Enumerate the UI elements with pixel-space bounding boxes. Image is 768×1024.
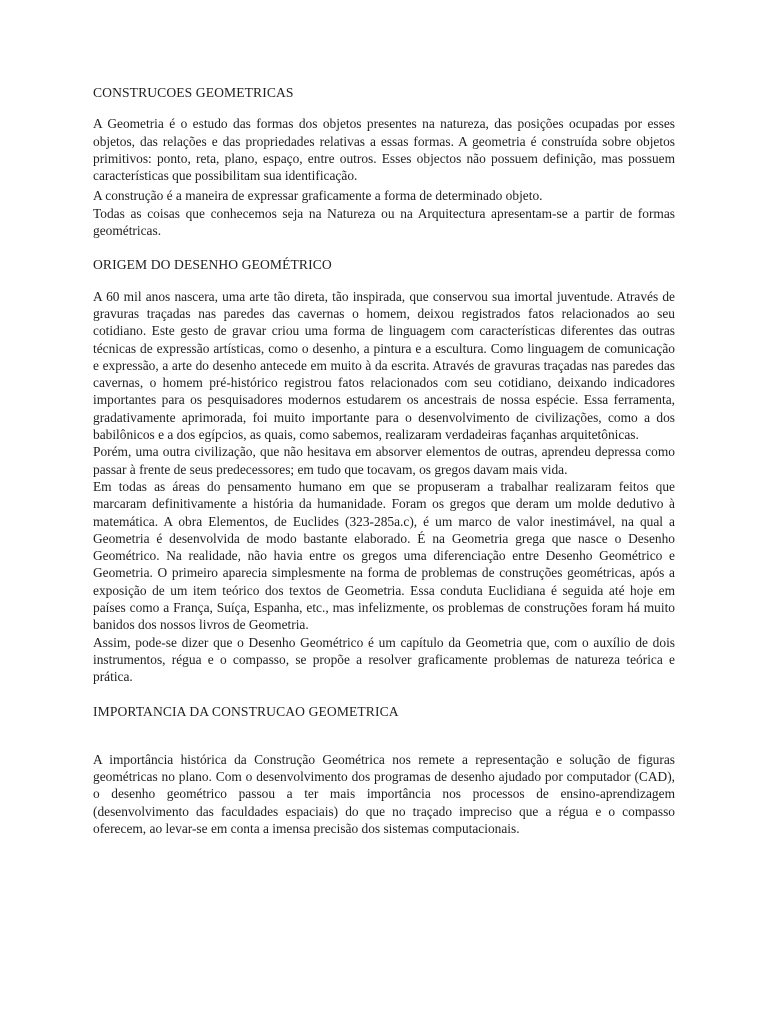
document-page xyxy=(93,84,675,837)
paragraph-importancia-historica: A importância histórica da Construção Geométrica nos remete a representação e solução de figuras geométricas no plano. Com o desenvolvimento dos programas de desenho ajudado por computador (CAD), o desenho geométrico passou a ter mais importância nos processos de ensino-aprendizagem (desenvolvimento das faculdades espaciais) do que no traçado impreciso que a régua e o compasso oferecem, ao levar-se em conta a imensa precisão dos sistemas computacionais. xyxy=(93,751,675,836)
paragraph-geometria-definicao: A Geometria é o estudo das formas dos objetos presentes na natureza, das posições ocupadas por esses objetos, das relações e das propriedades relativas a essas formas. A geometria é construída sobre objetos primitivos: ponto, reta, plano, espaço, entre outros. Esses objectos não possuem definição, mas possuem características que possibilitam sua identificação. xyxy=(93,116,675,184)
paragraph-construcao-definicao: A construção é a maneira de expressar graficamente a forma de determinado objeto. xyxy=(93,188,543,204)
paragraph-euclides: Em todas as áreas do pensamento humano em que se propuseram a trabalhar realizaram feitos que marcaram definitivamente a história da humanidade. Foram os gregos que deram um molde dedutivo à matemática. A obra Elementos, de Euclides (323-285a.c), é um marco de valor inestimável, na qual a Geometria é desenvolvida de modo bastante elaborado. É na Geometria grega que nasce o Desenho Geométrico. Na realidade, não havia entre os gregos uma diferenciação entre Desenho Geométrico e Geometria. O primeiro aparecia simplesmente na forma de problemas de construções geométricas, após a exposição de um item teórico dos textos de Geometria. Essa conduta Euclidiana é seguida até hoje em países como a França, Suíça, Espanha, etc., mas infelizmente, os problemas de construções foram há muito banidos dos nossos livros de Geometria. xyxy=(93,478,675,633)
paragraph-origem-arte: A 60 mil anos nascera, uma arte tão direta, tão inspirada, que conservou sua imortal juventude. Através de gravuras traçadas nas paredes das cavernas o homem, deixou registrados fatos relacionados ao seu cotidiano. Este gesto de gravar criou uma forma de linguagem com características diferentes das outras técnicas de expressão artísticas, como o desenho, a pintura e a escultura. Como linguagem de comunicação e expressão, a arte do desenho antecede em muito à da escrita. Através de gravuras traçadas nas paredes das cavernas, o homem pré-histórico registrou fatos relacionados com seu cotidiano, deixando indicadores importantes para os pesquisadores modernos estudarem os ancestrais de nossa espécie. Essa ferramenta, gradativamente aprimorada, foi muito importante para o desenvolvimento de civilizações, como a dos babilônicos e a dos egípcios, as quais, como sabemos, realizaram verdadeiras façanhas arquitetônicas. xyxy=(93,288,675,443)
paragraph-formas-geometricas: Todas as coisas que conhecemos seja na Natureza ou na Arquitectura apresentam-se a partir de formas geométricas. xyxy=(93,205,675,239)
section-title-importancia: IMPORTANCIA DA CONSTRUCAO GEOMETRICA xyxy=(93,703,399,719)
section-title-construcoes: CONSTRUCOES GEOMETRICAS xyxy=(93,85,294,100)
section-title-origem: ORIGEM DO DESENHO GEOMÉTRICO xyxy=(93,257,332,273)
paragraph-civilizacao-grega: Porém, uma outra civilização, que não hesitava em absorver elementos de outras, aprendeu depressa como passar à frente de seus predecessores; em tudo que tocavam, os gregos davam mais vida. xyxy=(93,444,675,477)
paragraph-desenho-capitulo: Assim, pode-se dizer que o Desenho Geométrico é um capítulo da Geometria que, com o auxílio de dois instrumentos, régua e o compasso, se propõe a resolver graficamente problemas de natureza teórica e prática. xyxy=(93,634,675,685)
